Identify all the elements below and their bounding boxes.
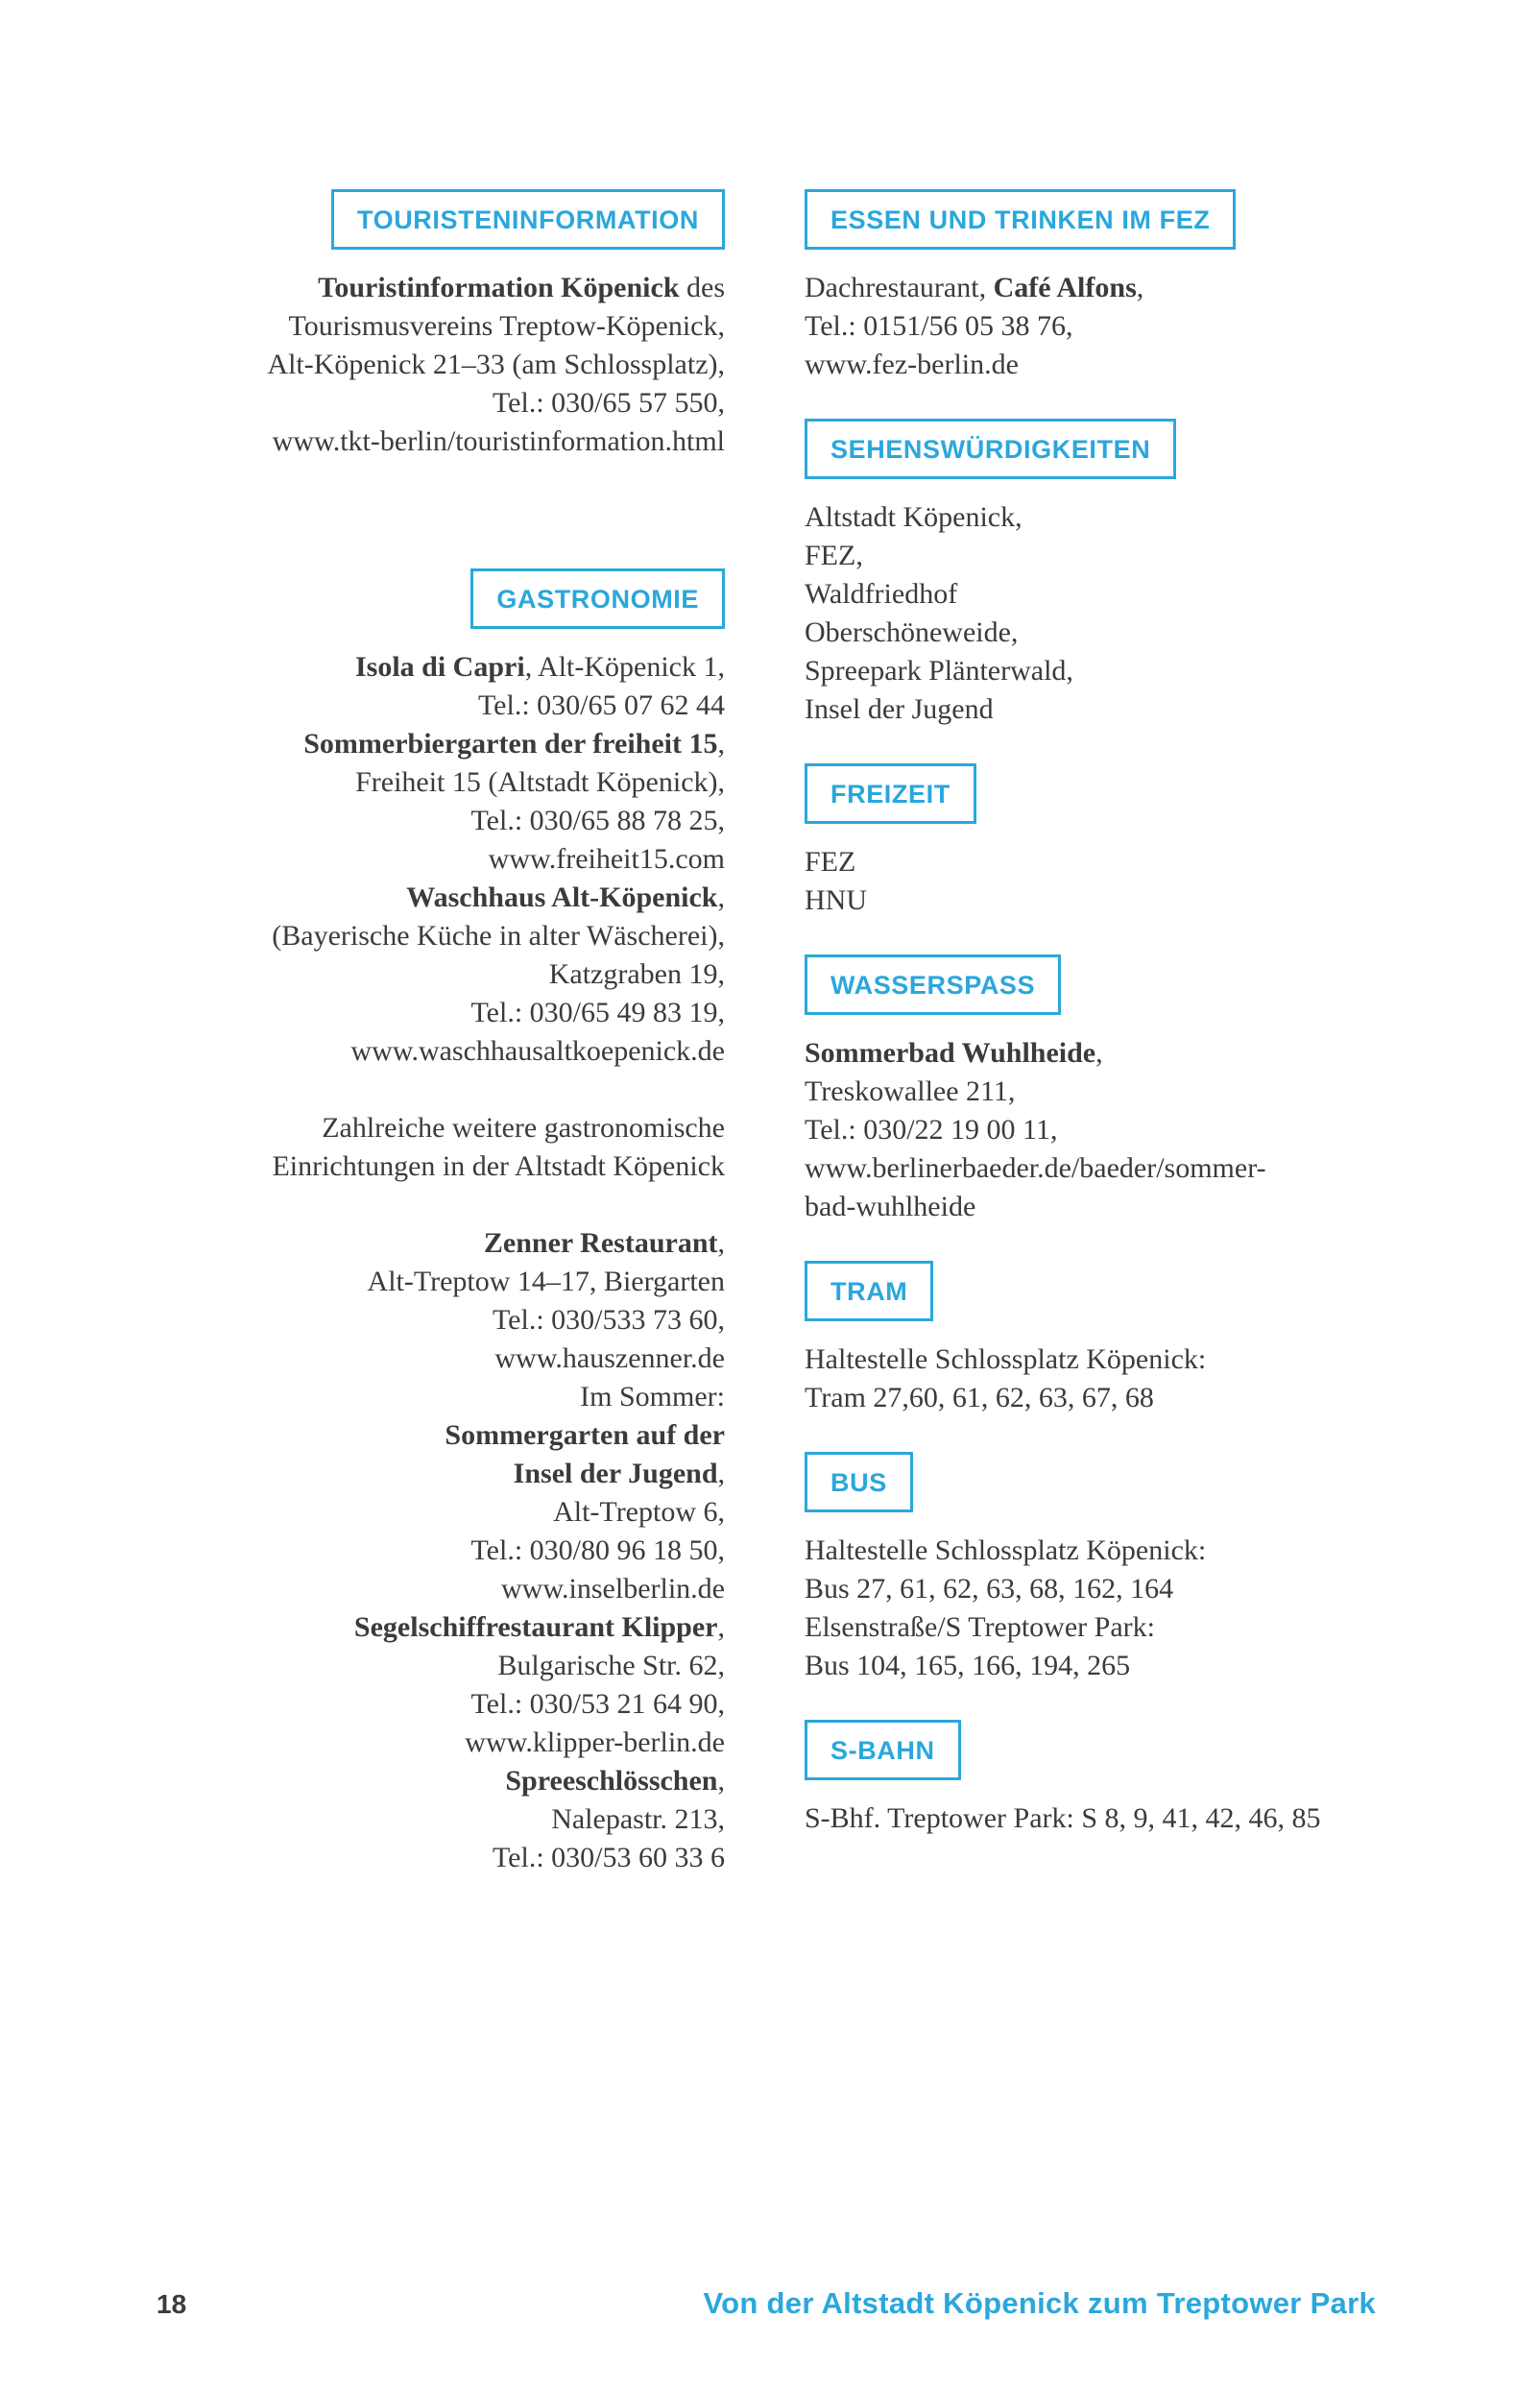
text-line: www.freiheit15.com (488, 843, 725, 875)
text-line: Bulgarische Str. 62, (497, 1650, 725, 1681)
heading-box-freizeit (805, 763, 976, 824)
text-line: Nalepastr. 213, (551, 1803, 725, 1835)
section-body-tram (805, 1340, 1467, 1417)
text-run: , (717, 728, 725, 760)
footer-title: Von der Altstadt Köpenick zum Treptower Park (703, 2286, 1376, 2320)
text-line: Tel.: 030/65 57 550, (492, 387, 725, 419)
text-line: Tel.: 030/533 73 60, (492, 1304, 725, 1336)
section-heading-label: SEHENSWÜRDIGKEITEN (830, 435, 1151, 464)
section-heading-label: S-BAHN (830, 1736, 935, 1765)
text-line: Treskowallee 211, (805, 1075, 1016, 1107)
section-body-sehenswuerdigkeiten (805, 498, 1467, 729)
section-tram (805, 1261, 1467, 1417)
text-line: Haltestelle Schlossplatz Köpenick: (805, 1534, 1207, 1566)
text-run-bold: Isola di Capri (354, 651, 525, 683)
section-essen-und-trinken-im-fez (805, 189, 1467, 384)
section-heading-label: ESSEN UND TRINKEN IM FEZ (830, 205, 1211, 234)
text-run: , Alt-Köpenick 1, (524, 651, 725, 683)
text-line: Tel.: 030/80 96 18 50, (470, 1534, 725, 1566)
section-bus (805, 1452, 1467, 1685)
text-line: Waldfriedhof (805, 578, 958, 610)
heading-box-tram (805, 1261, 933, 1321)
section-sehenswuerdigkeiten (805, 419, 1467, 729)
text-line: www.hauszenner.de (494, 1342, 725, 1374)
text-line: Zahlreiche weitere gastronomische (322, 1112, 725, 1144)
text-line: www.berlinerbaeder.de/baeder/sommer- (805, 1152, 1266, 1184)
text-line (805, 1034, 1467, 1073)
section-body-wasserspass (805, 1034, 1467, 1226)
page-footer (156, 2286, 1376, 2321)
text-line (103, 725, 725, 763)
text-run-bold: Spreeschlösschen (505, 1765, 718, 1797)
text-run-bold: Waschhaus Alt-Köpenick (406, 881, 718, 913)
page-number: 18 (156, 2289, 187, 2319)
section-body-bus (805, 1532, 1467, 1685)
section-body-touristeninformation (103, 269, 725, 461)
text-run-bold: Sommerbiergarten der freiheit 15 (303, 728, 718, 760)
heading-box-essen-und-trinken (805, 189, 1236, 250)
text-line: www.klipper-berlin.de (465, 1726, 725, 1758)
text-line (103, 648, 725, 687)
heading-box-touristeninformation (331, 189, 725, 250)
text-line: Tel.: 030/53 60 33 6 (492, 1842, 725, 1873)
text-line (103, 879, 725, 917)
text-line (103, 1416, 725, 1455)
left-column (103, 189, 725, 1912)
text-run-bold: Touristinformation Köpenick (318, 272, 680, 303)
text-line: Alt-Treptow 6, (553, 1496, 725, 1528)
text-line: Im Sommer: (580, 1381, 725, 1412)
section-heading-label: BUS (830, 1468, 887, 1497)
text-run: , (1136, 272, 1144, 303)
text-line: Oberschöneweide, (805, 616, 1019, 648)
text-line: Bus 27, 61, 62, 63, 68, 162, 164 (805, 1573, 1174, 1605)
text-line: FEZ (805, 846, 856, 878)
section-gastronomie (103, 568, 725, 1877)
text-run-bold: Sommerbad Wuhlheide (805, 1037, 1096, 1069)
text-line: Haltestelle Schlossplatz Köpenick: (805, 1343, 1207, 1375)
text-line (103, 1224, 725, 1263)
text-line: Alt-Köpenick 21–33 (am Schlossplatz), (267, 349, 725, 380)
section-body-s-bahn (805, 1799, 1467, 1838)
text-line: (Bayerische Küche in alter Wäscherei), (272, 920, 725, 952)
heading-box-s-bahn (805, 1720, 961, 1780)
text-line: bad-wuhlheide (805, 1191, 976, 1222)
text-run-bold: Café Alfons (993, 272, 1137, 303)
section-heading-label: GASTRONOMIE (496, 585, 699, 614)
text-line (103, 1762, 725, 1800)
text-line: Katzgraben 19, (548, 958, 725, 990)
text-run: des (679, 272, 725, 303)
text-line: Bus 104, 165, 166, 194, 265 (805, 1650, 1131, 1681)
section-body-freizeit (805, 843, 1467, 920)
heading-box-sehenswuerdigkeiten (805, 419, 1176, 479)
text-line: Tram 27,60, 61, 62, 63, 67, 68 (805, 1382, 1154, 1413)
text-run-bold: Segelschiffrestaurant Klipper (353, 1611, 718, 1643)
text-line: www.waschhausaltkoepenick.de (350, 1035, 725, 1067)
text-run: , (717, 1458, 725, 1489)
section-body-essen-und-trinken (805, 269, 1467, 384)
section-heading-label: FREIZEIT (830, 780, 950, 809)
text-line: Tel.: 030/65 88 78 25, (470, 805, 725, 836)
heading-box-gastronomie (470, 568, 725, 629)
section-body-gastronomie (103, 648, 725, 1877)
text-run-bold: Sommergarten auf der (445, 1419, 725, 1451)
text-line: Tel.: 030/65 49 83 19, (470, 997, 725, 1028)
text-run: , (717, 881, 725, 913)
section-wasserspass (805, 954, 1467, 1226)
text-line (103, 269, 725, 307)
text-line: S-Bhf. Treptower Park: S 8, 9, 41, 42, 46, 85 (805, 1802, 1321, 1834)
text-line: www.tkt-berlin/touristinformation.html (272, 425, 725, 457)
text-run: , (1095, 1037, 1103, 1069)
text-line: Alt-Treptow 14–17, Biergarten (367, 1266, 725, 1297)
text-line: Tel.: 030/22 19 00 11, (805, 1114, 1058, 1146)
text-run-bold: Insel der Jugend (513, 1458, 718, 1489)
section-s-bahn (805, 1720, 1467, 1838)
text-run: , (717, 1611, 725, 1643)
section-touristeninformation (103, 189, 725, 461)
text-run: , (717, 1765, 725, 1797)
text-line: www.inselberlin.de (501, 1573, 725, 1605)
section-heading-label: TOURISTENINFORMATION (357, 205, 699, 234)
text-run: , (717, 1227, 725, 1259)
text-line: www.fez-berlin.de (805, 349, 1019, 380)
text-line: Tel.: 030/53 21 64 90, (470, 1688, 725, 1720)
text-line: Tourismusvereins Treptow-Köpenick, (288, 310, 725, 342)
text-line (103, 1186, 725, 1224)
text-line: Tel.: 030/65 07 62 44 (477, 689, 725, 721)
text-line: Freiheit 15 (Altstadt Köpenick), (355, 766, 725, 798)
text-line (103, 1071, 725, 1109)
heading-box-wasserspass (805, 954, 1061, 1015)
text-line (103, 1608, 725, 1647)
text-line: Spreepark Plänterwald, (805, 655, 1073, 687)
section-heading-label: TRAM (830, 1277, 908, 1306)
text-line: Einrichtungen in der Altstadt Köpenick (272, 1150, 725, 1182)
text-line: HNU (805, 884, 867, 916)
text-line: Altstadt Köpenick, (805, 501, 1023, 533)
right-column (805, 189, 1467, 1872)
text-line (103, 1455, 725, 1493)
text-line: Insel der Jugend (805, 693, 994, 725)
text-run-bold: Zenner Restaurant (483, 1227, 718, 1259)
section-heading-label: WASSERSPASS (830, 971, 1036, 1000)
section-freizeit (805, 763, 1467, 920)
heading-box-bus (805, 1452, 913, 1512)
text-run: Dachrestaurant, (805, 272, 994, 303)
text-line: Elsenstraße/S Treptower Park: (805, 1611, 1155, 1643)
text-line (805, 269, 1467, 307)
text-line: Tel.: 0151/56 05 38 76, (805, 310, 1073, 342)
text-line: FEZ, (805, 540, 863, 571)
